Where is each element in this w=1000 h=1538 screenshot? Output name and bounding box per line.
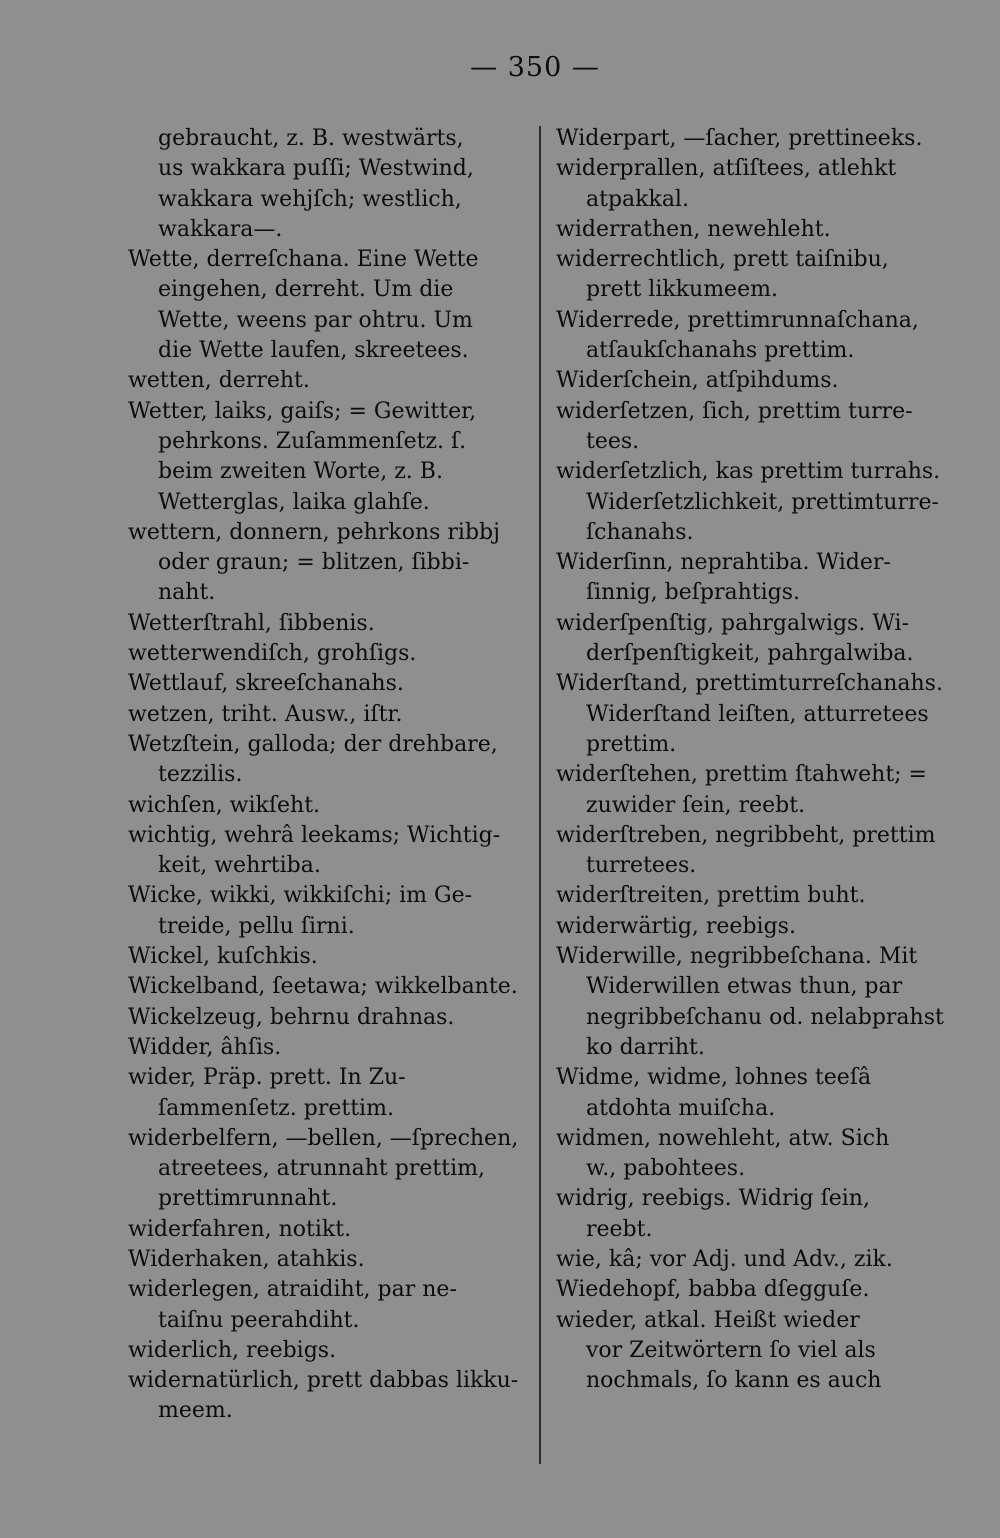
dictionary-line: widerrathen, newehleht. [556, 216, 831, 242]
dictionary-line: Widerwille, negribbeſchana. Mit [556, 944, 918, 970]
dictionary-line: derſpenſtigkeit, pahrgalwiba. [586, 641, 914, 667]
dictionary-line: Widerpart, —ſacher, prettineeks. [556, 126, 923, 151]
dictionary-line: wichtig, wehrâ leekams; Wichtig- [128, 822, 501, 848]
dictionary-line: prettimrunnaht. [158, 1186, 338, 1212]
dictionary-line: Wettlauf, skreeſchanahs. [128, 671, 404, 697]
dictionary-line: wetterwendiſch, grohſigs. [128, 641, 417, 667]
column-divider [539, 126, 541, 1464]
dictionary-line: vor Zeitwörtern ſo viel als [586, 1337, 876, 1363]
dictionary-line: prett likkumeem. [586, 277, 778, 303]
dictionary-line: wie, kâ; vor Adj. und Adv., zik. [556, 1246, 893, 1272]
page-number: — 350 — [470, 52, 600, 83]
dictionary-line: meem. [158, 1398, 233, 1424]
dictionary-line: taiſnu peerahdiht. [158, 1307, 360, 1333]
dictionary-line: widerſtreben, negribbeht, prettim [556, 822, 936, 848]
dictionary-line: atpakkal. [586, 186, 689, 212]
dictionary-line: Widerſinn, neprahtiba. Wider- [556, 550, 891, 576]
dictionary-line: widerprallen, atſiſtees, atlehkt [556, 156, 897, 182]
dictionary-line: reebt. [586, 1216, 653, 1242]
dictionary-line: Wickelzeug, behrnu drahnas. [128, 1004, 455, 1030]
dictionary-line: Wetter, laiks, gaiſs; = Gewitter, [128, 398, 477, 424]
dictionary-line: tezzilis. [158, 762, 243, 788]
dictionary-line: wichſen, wikſeht. [128, 792, 321, 818]
dictionary-line: wetzen, triht. Ausw., iſtr. [128, 701, 403, 727]
dictionary-line: wettern, donnern, pehrkons ribbj [128, 519, 500, 545]
dictionary-line: widerſtehen, prettim ſtahweht; = [556, 762, 927, 788]
right-column [556, 124, 952, 1396]
dictionary-line: Wetterglas, laika glahſe. [158, 489, 430, 515]
dictionary-line: Widder, âhſis. [128, 1034, 282, 1060]
dictionary-line: Wickelband, ſeetawa; wikkelbante. [128, 974, 518, 1000]
dictionary-line: Widerſtand leiſten, atturretees [586, 701, 929, 727]
dictionary-line: widmen, nowehleht, atw. Sich [556, 1125, 890, 1151]
dictionary-line: widerrechtlich, prett taiſnibu, [556, 247, 889, 273]
dictionary-line: Widerrede, prettimrunnaſchana, [556, 307, 919, 333]
dictionary-line: treide, pellu ſirni. [158, 913, 355, 939]
dictionary-line: Widerſtand, prettimturreſchanahs. [556, 671, 943, 697]
dictionary-line: Wette, derreſchana. Eine Wette [128, 247, 479, 273]
dictionary-line: wetten, derreht. [128, 368, 310, 394]
dictionary-line: Wicke, wikki, wikkiſchi; im Ge- [128, 883, 473, 909]
dictionary-line: oder graun; = blitzen, ſibbi- [158, 550, 470, 576]
dictionary-line: ſammenſetz. prettim. [158, 1095, 394, 1121]
dictionary-line: widerlegen, atraidiht, par ne- [128, 1277, 457, 1303]
dictionary-line: widerlich, reebigs. [128, 1337, 337, 1363]
dictionary-line: Wetzſtein, galloda; der drehbare, [128, 731, 498, 757]
dictionary-line: widerſtreiten, prettim buht. [556, 883, 866, 909]
dictionary-line: Wickel, kuſchkis. [128, 944, 318, 970]
left-column [128, 124, 526, 1427]
dictionary-line: w., pabohtees. [586, 1156, 746, 1182]
dictionary-line: widerſetzen, ſich, prettim turre- [556, 398, 913, 424]
dictionary-line: atreetees, atrunnaht prettim, [158, 1156, 485, 1182]
dictionary-line: ſchanahs. [586, 519, 694, 545]
dictionary-line: wieder, atkal. Heißt wieder [556, 1307, 860, 1333]
dictionary-line: wider, Präp. prett. In Zu- [128, 1065, 406, 1091]
dictionary-line: widrig, reebigs. Widrig ſein, [556, 1186, 870, 1212]
dictionary-line: widerbelfern, —bellen, —ſprechen, [128, 1125, 519, 1151]
dictionary-line: wakkara—. [158, 216, 283, 242]
dictionary-line: Widme, widme, lohnes teeſâ [556, 1065, 872, 1091]
dictionary-line: Wetterſtrahl, ſibbenis. [128, 610, 375, 636]
dictionary-line: ko darriht. [586, 1034, 705, 1060]
dictionary-line: gebraucht, z. B. westwärts, [158, 126, 464, 151]
dictionary-line: zuwider ſein, reebt. [586, 792, 806, 818]
dictionary-line: prettim. [586, 731, 677, 757]
dictionary-line: widerſetzlich, kas prettim turrahs. [556, 459, 941, 485]
dictionary-line: keit, wehrtiba. [158, 853, 321, 879]
dictionary-line: widerſpenſtig, pahrgalwigs. Wi- [556, 610, 910, 636]
dictionary-line: widernatürlich, prett dabbas likku- [128, 1368, 519, 1394]
dictionary-line: die Wette laufen, skreetees. [158, 338, 469, 364]
dictionary-line: ſinnig, beſprahtigs. [586, 580, 800, 606]
dictionary-line: widerwärtig, reebigs. [556, 913, 796, 939]
dictionary-line: atſaukſchanahs prettim. [586, 338, 855, 364]
dictionary-line: Widerſetzlichkeit, prettimturre- [586, 489, 939, 515]
dictionary-line: Wette, weens par ohtru. Um [158, 307, 473, 333]
dictionary-line: tees. [586, 428, 640, 454]
dictionary-line: Widerwillen etwas thun, par [586, 974, 903, 1000]
dictionary-line: Wiedehopf, babba dſegguſe. [556, 1277, 870, 1303]
dictionary-line: beim zweiten Worte, z. B. [158, 459, 443, 485]
dictionary-line: nochmals, ſo kann es auch [586, 1368, 882, 1394]
dictionary-line: Widerhaken, atahkis. [128, 1246, 365, 1272]
dictionary-line: pehrkons. Zuſammenſetz. ſ. [158, 428, 467, 454]
dictionary-line: turretees. [586, 853, 697, 879]
dictionary-line: eingehen, derreht. Um die [158, 277, 454, 303]
dictionary-line: atdohta muiſcha. [586, 1095, 776, 1121]
dictionary-line: us wakkara puſſi; Westwind, [158, 156, 474, 182]
dictionary-line: wakkara wehjſch; westlich, [158, 186, 462, 212]
dictionary-line: negribbeſchanu od. nelabprahst [586, 1004, 944, 1030]
dictionary-line: naht. [158, 580, 216, 606]
dictionary-line: widerfahren, notikt. [128, 1216, 352, 1242]
dictionary-line: Widerſchein, atſpihdums. [556, 368, 839, 394]
